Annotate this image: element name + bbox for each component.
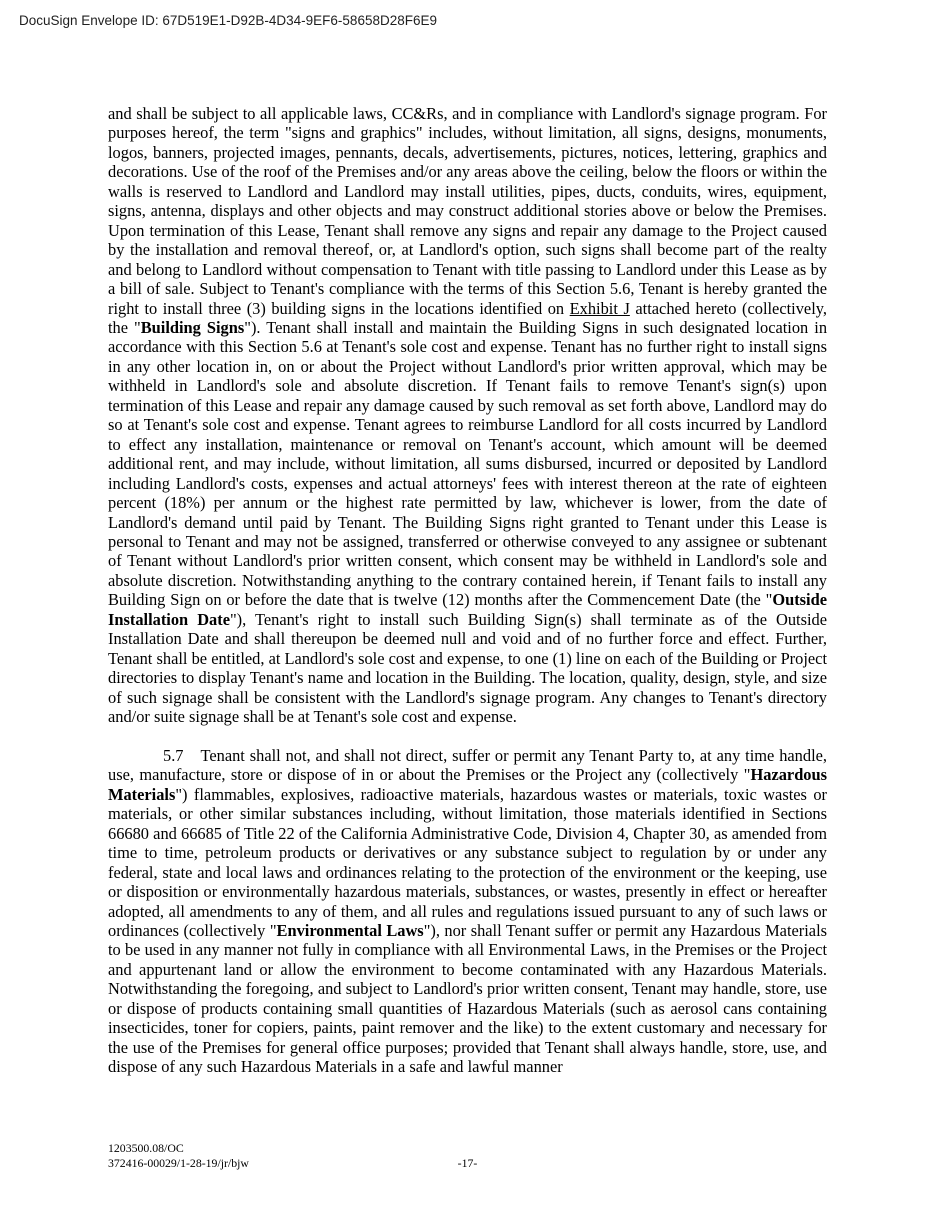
text-run: ") flammables, explosives, radioactive materials, hazardous wastes or materials, toxic wastes or materials, or other similar substances including, without limitation, those materials identified in Sections 66680 and 66685 of Title 22 of the California Administrative Code, Division 4, Chapter 30, as amended from time to time, petroleum products or derivatives or any substance subject to regulation by or under any federal, state and local laws and ordinances relating to the protection of the environment or the keeping, use or disposition or environmentally hazardous materials, substances, or wastes, presently in effect or hereafter adopted, all amendments to any of them, and all rules and regulations issued pursuant to any of such laws or ordinances (collectively " [108, 784, 827, 941]
text-run: attached hereto (collectively, the " [108, 298, 827, 337]
footer-matter-number: 1203500.08/OC [108, 1141, 184, 1155]
section-number: 5.7 [163, 745, 184, 765]
defined-term: Hazardous Materials [108, 765, 827, 804]
defined-term: Outside Installation Date [108, 590, 827, 629]
docusign-envelope-id: DocuSign Envelope ID: 67D519E1-D92B-4D34-9EF6-58658D28F6E9 [19, 13, 437, 28]
footer-file-reference: 372416-00029/1-28-19/jr/bjw [108, 1156, 249, 1170]
paragraph [108, 746, 827, 1077]
defined-term: Environmental Laws [276, 921, 424, 941]
text-run: and shall be subject to all applicable laws, CC&Rs, and in compliance with Landlord's signage program. For purposes hereof, the term "signs and graphics" includes, without limitation, all signs, designs, monuments, logos, banners, projected images, pennants, decals, advertisements, pictures, notices, lettering, graphics and decorations. Use of the roof of the Premises and/or any areas above the ceiling, below the floors or within the walls is reserved to Landlord and Landlord may install utilities, pipes, ducts, conduits, wires, equipment, signs, antenna, displays and other objects and may construct additional stories above or below the Premises. Upon termination of this Lease, Tenant shall remove any signs and repair any damage to the Project caused by the installation and removal thereof, or, at Landlord's option, such signs shall become part of the realty and belong to Landlord without compensation to Tenant with title passing to Landlord under this Lease as by a bill of sale. Subject to Tenant's compliance with the terms of this Section 5.6, Tenant is hereby granted the right to install three (3) building signs in the locations identified on [108, 104, 827, 318]
text-run: "), Tenant's right to install such Building Sign(s) shall terminate as of the Outside Installation Date and shall thereupon be deemed null and void and of no further force and effect. Further, Tenant shall be entitled, at Landlord's sole cost and expense, to one (1) line on each of the Building or Project directories to display Tenant's name and location in the Building. The location, quality, design, style, and size of such signage shall be consistent with the Landlord's signage program. Any changes to Tenant's directory and/or suite signage shall be at Tenant's sole cost and expense. [108, 609, 828, 727]
document-body [108, 104, 827, 1077]
text-run: Tenant shall not, and shall not direct, suffer or permit any Tenant Party to, at any time handle, use, manufacture, store or dispose of in or about the Premises or the Project any (collectively " [108, 745, 827, 785]
page-number: -17- [457, 1156, 478, 1170]
text-run: "). Tenant shall install and maintain the Building Signs in such designated location in accordance with this Section 5.6 at Tenant's sole cost and expense. Tenant has no further right to install signs in any other location in, on or about the Project without Landlord's prior written approval, which may be withheld in Landlord's sole and absolute discretion. If Tenant fails to remove Tenant's sign(s) upon termination of this Lease and repair any damage caused by such removal as set forth above, Landlord may do so at Tenant's sole cost and expense. Tenant agrees to reimburse Landlord for all costs incurred by Landlord to effect any installation, maintenance or removal on Tenant's account, which amount will be deemed additional rent, and may include, without limitation, all sums disbursed, incurred or deposited by Landlord including Landlord's costs, expenses and actual attorneys' fees with interest thereon at the rate of eighteen percent (18%) per annum or the highest rate permitted by law, whichever is lower, from the date of Landlord's demand until paid by Tenant. The Building Signs right granted to Tenant under this Lease is personal to Tenant and may not be assigned, transferred or otherwise conveyed to any assignee or subtenant of Tenant without Landlord's prior written consent, which consent may be withheld in Landlord's sole and absolute discretion. Notwithstanding anything to the contrary contained herein, if Tenant fails to install any Building Sign on or before the date that is twelve (12) months after the Commencement Date (the " [108, 317, 828, 610]
exhibit-reference: Exhibit J [569, 298, 630, 318]
paragraph [108, 104, 827, 727]
text-run: "), nor shall Tenant suffer or permit any Hazardous Materials to be used in any manner not fully in compliance with all Environmental Laws, in the Premises or the Project and appurtenant land or allow the environment to become contaminated with any Hazardous Materials. Notwithstanding the foregoing, and subject to Landlord's prior written consent, Tenant may handle, store, use or dispose of products containing small quantities of Hazardous Materials (such as aerosol cans containing insecticides, toner for copiers, paints, paint remover and the like) to the extent customary and necessary for the use of the Premises for general office purposes; provided that Tenant shall always handle, store, use, and dispose of any such Hazardous Materials in a safe and lawful manner [108, 921, 828, 1077]
defined-term: Building Signs [140, 317, 245, 337]
